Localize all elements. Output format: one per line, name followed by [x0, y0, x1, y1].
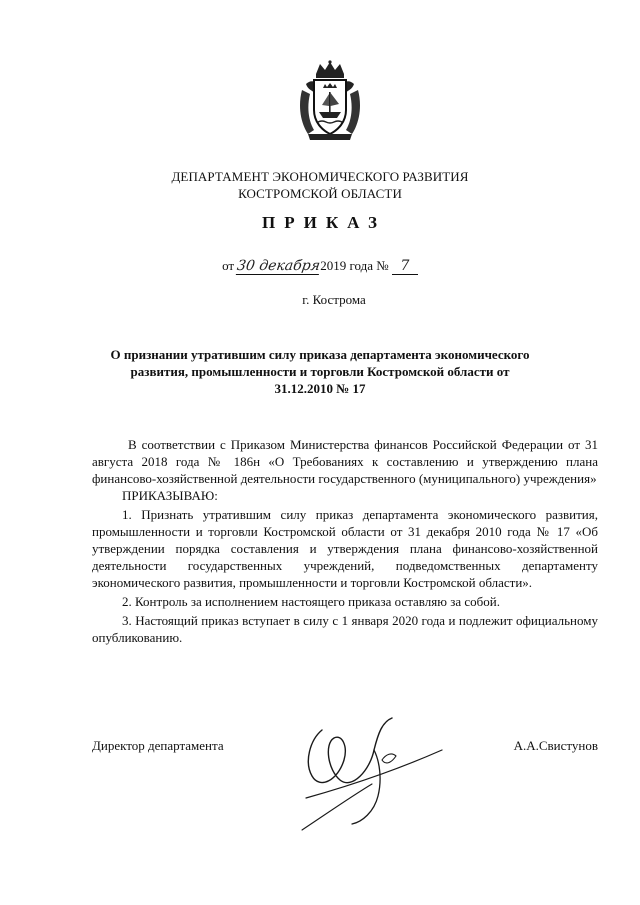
signer-position: Директор департамента — [92, 738, 224, 753]
order-item-2: 2. Контроль за исполнением настоящего приказа оставляю за собой. — [122, 594, 500, 609]
document-subject: О признании утратившим силу приказа департамента экономического развития, промышленности и торговли Костромской области от 31.12.2010 № 17 — [110, 347, 530, 396]
document-type-title: ПРИКАЗ — [262, 213, 386, 232]
handwritten-signature-icon — [282, 700, 452, 850]
date-prefix: от — [222, 258, 235, 273]
order-item-1: 1. Признать утратившим силу приказ департамента экономического развития, промышленности и торговли Костромской области от 31 декабря 2010 года № 17 «Об утверждении порядка составления и утверждения плана финансово-хозяйственной деятельности государственных учреждений, подведомственных департаменту экономического развития, промышленности и торговли Костромской области». — [92, 507, 598, 590]
order-item-3: 3. Настоящий приказ вступает в силу с 1 января 2020 года и подлежит официальному опубликованию. — [92, 613, 598, 645]
order-word: ПРИКАЗЫВАЮ: — [122, 488, 218, 503]
document-body — [92, 436, 598, 646]
kostroma-coat-of-arms-icon — [296, 60, 364, 144]
handwritten-number: 7 — [392, 258, 418, 275]
handwritten-date: 30 декабря — [236, 258, 322, 274]
year-text: 2019 года № — [320, 258, 389, 273]
city-line: г. Кострома — [302, 292, 366, 307]
department-line1: ДЕПАРТАМЕНТ ЭКОНОМИЧЕСКОГО РАЗВИТИЯ — [171, 169, 469, 184]
preamble-paragraph: В соответствии с Приказом Министерства финансов Российской Федерации от 31 августа 2018 года № 186н «О Требованиях к составлению и утверждению плана финансово-хозяйственной деятельности государственного (муниципального) учреждения» — [92, 437, 598, 486]
signer-name: А.А.Свистунов — [513, 738, 598, 753]
department-line2: КОСТРОМСКОЙ ОБЛАСТИ — [238, 186, 402, 201]
document-dateline — [0, 258, 640, 275]
department-name — [0, 168, 640, 202]
